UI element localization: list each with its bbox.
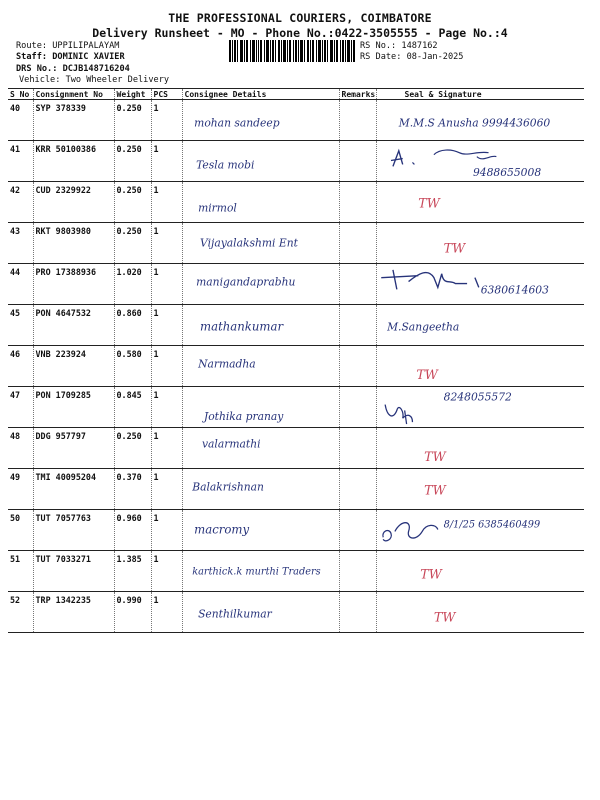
- sno-cell: 43: [8, 223, 33, 264]
- rs-number: RS No.: 1487162: [360, 41, 438, 51]
- pcs-cell: 1: [151, 182, 182, 223]
- signature-mark: [381, 270, 479, 290]
- table-row: [8, 346, 584, 387]
- remarks-cell: [339, 428, 376, 469]
- col-header-remarks: Remarks: [339, 89, 376, 100]
- consignee-handwriting: Narmadha: [197, 357, 256, 371]
- consignment-cell: TUT 7057763: [33, 510, 114, 551]
- weight-cell: 0.250: [114, 182, 151, 223]
- consignment-cell: TRP 1342235: [33, 592, 114, 633]
- remarks-cell: [339, 387, 376, 428]
- seal-cell: [376, 469, 584, 510]
- sno-cell: 52: [8, 592, 33, 633]
- sno-cell: 47: [8, 387, 33, 428]
- remarks-cell: [339, 346, 376, 387]
- consignee-handwriting: mirmol: [197, 201, 237, 215]
- consignment-cell: TMI 40095204: [33, 469, 114, 510]
- rs-date: RS Date: 08-Jan-2025: [360, 52, 464, 62]
- table-row: [8, 141, 584, 182]
- sno-cell: 44: [8, 264, 33, 305]
- seal-handwriting: 6380614603: [480, 283, 549, 297]
- drs-number: DRS No.: DCJB148716204: [16, 64, 130, 74]
- signature-mark: [382, 523, 437, 541]
- seal-cell: [376, 141, 584, 182]
- col-header-consignment: Consignment No: [33, 89, 114, 100]
- pcs-cell: 1: [151, 510, 182, 551]
- runsheet-subtitle: Delivery Runsheet - MO - Phone No.:0422-3505555 - Page No.:4: [92, 26, 508, 40]
- signature-mark: [390, 151, 402, 167]
- consignee-cell: [182, 346, 339, 387]
- remarks-cell: [339, 223, 376, 264]
- consignee-cell: [182, 182, 339, 223]
- seal-handwriting: M.M.S Anusha 9994436060: [398, 116, 550, 130]
- consignee-handwriting: manigandaprabhu: [195, 275, 295, 289]
- signature-mark: [385, 405, 412, 425]
- table-row: [8, 223, 584, 264]
- pcs-cell: 1: [151, 264, 182, 305]
- pcs-cell: 1: [151, 428, 182, 469]
- seal-handwriting: 9488655008: [472, 166, 541, 180]
- seal-handwriting: 8/1/25 6385460499: [443, 519, 540, 531]
- pcs-cell: 1: [151, 551, 182, 592]
- seal-handwriting: TW: [423, 449, 446, 465]
- company-title: THE PROFESSIONAL COURIERS, COIMBATORE: [168, 11, 432, 25]
- sno-cell: 48: [8, 428, 33, 469]
- consignment-cell: SYP 378339: [33, 100, 114, 141]
- sno-cell: 41: [8, 141, 33, 182]
- remarks-cell: [339, 592, 376, 633]
- sno-cell: 40: [8, 100, 33, 141]
- table-row: [8, 592, 584, 633]
- weight-cell: 0.250: [114, 100, 151, 141]
- weight-cell: 1.020: [114, 264, 151, 305]
- seal-cell: [376, 182, 584, 223]
- consignee-handwriting: macromy: [193, 522, 249, 537]
- table-row: [8, 264, 584, 305]
- seal-cell: [376, 510, 584, 551]
- pcs-cell: 1: [151, 469, 182, 510]
- consignment-cell: PON 1709285: [33, 387, 114, 428]
- consignee-handwriting: Vijayalakshmi Ent: [199, 236, 298, 250]
- pcs-cell: 1: [151, 592, 182, 633]
- seal-handwriting: TW: [417, 195, 440, 211]
- remarks-cell: [339, 551, 376, 592]
- table-row: [8, 469, 584, 510]
- consignee-cell: [182, 428, 339, 469]
- consignment-cell: RKT 9803980: [33, 223, 114, 264]
- pcs-cell: 1: [151, 141, 182, 182]
- seal-handwriting: TW: [419, 566, 442, 582]
- seal-cell: [376, 387, 584, 428]
- remarks-cell: [339, 264, 376, 305]
- weight-cell: 0.845: [114, 387, 151, 428]
- table-row: [8, 100, 584, 141]
- consignee-handwriting: Jothika pranay: [203, 410, 283, 424]
- signature-mark: [412, 150, 496, 164]
- table-row: [8, 510, 584, 551]
- consignee-handwriting: karthick.k murthi Traders: [191, 566, 321, 578]
- consignee-cell: [182, 100, 339, 141]
- remarks-cell: [339, 182, 376, 223]
- seal-cell: [376, 346, 584, 387]
- sno-cell: 49: [8, 469, 33, 510]
- consignment-cell: CUD 2329922: [33, 182, 114, 223]
- consignee-cell: [182, 469, 339, 510]
- consignee-handwriting: Balakrishnan: [191, 480, 264, 494]
- consignee-cell: [182, 305, 339, 346]
- seal-cell: [376, 223, 584, 264]
- col-header-sno: S No: [8, 89, 33, 100]
- remarks-cell: [339, 100, 376, 141]
- sno-cell: 51: [8, 551, 33, 592]
- consignee-handwriting: mathankumar: [199, 319, 283, 334]
- weight-cell: 0.990: [114, 592, 151, 633]
- consignee-cell: [182, 510, 339, 551]
- weight-cell: 0.250: [114, 223, 151, 264]
- seal-cell: [376, 264, 584, 305]
- seal-cell: [376, 305, 584, 346]
- consignee-handwriting: valarmathi: [201, 437, 261, 451]
- pcs-cell: 1: [151, 346, 182, 387]
- table-row: [8, 182, 584, 223]
- table-row: [8, 551, 584, 592]
- sno-cell: 45: [8, 305, 33, 346]
- weight-cell: 0.370: [114, 469, 151, 510]
- seal-handwriting: TW: [433, 609, 455, 625]
- table-row: [8, 428, 584, 469]
- seal-cell: [376, 592, 584, 633]
- pcs-cell: 1: [151, 387, 182, 428]
- consignee-handwriting: mohan sandeep: [193, 116, 280, 130]
- weight-cell: 1.385: [114, 551, 151, 592]
- consignment-cell: DDG 957797: [33, 428, 114, 469]
- weight-cell: 0.960: [114, 510, 151, 551]
- barcode-icon: [229, 40, 355, 62]
- route-label: Route: UPPILIPALAYAM: [16, 41, 120, 51]
- remarks-cell: [339, 305, 376, 346]
- consignment-cell: VNB 223924: [33, 346, 114, 387]
- consignee-handwriting: Tesla mobi: [195, 158, 254, 172]
- pcs-cell: 1: [151, 100, 182, 141]
- remarks-cell: [339, 141, 376, 182]
- sno-cell: 50: [8, 510, 33, 551]
- sno-cell: 42: [8, 182, 33, 223]
- seal-handwriting: 8248055572: [443, 390, 512, 404]
- consignee-cell: [182, 141, 339, 182]
- col-header-consignee: Consignee Details: [182, 89, 339, 100]
- consignment-cell: PRO 17388936: [33, 264, 114, 305]
- col-header-pcs: PCS: [151, 89, 182, 100]
- remarks-cell: [339, 469, 376, 510]
- table-row: [8, 305, 584, 346]
- consignment-cell: TUT 7033271: [33, 551, 114, 592]
- runsheet-table: [8, 88, 584, 633]
- pcs-cell: 1: [151, 223, 182, 264]
- seal-handwriting: TW: [443, 240, 465, 256]
- consignee-handwriting: Senthilkumar: [197, 607, 272, 621]
- weight-cell: 0.250: [114, 428, 151, 469]
- col-header-seal: Seal & Signature: [376, 89, 584, 100]
- seal-handwriting: M.Sangeetha: [386, 320, 459, 334]
- consignee-cell: [182, 551, 339, 592]
- weight-cell: 0.250: [114, 141, 151, 182]
- vehicle-label: Vehicle: Two Wheeler Delivery: [19, 75, 170, 85]
- seal-cell: [376, 551, 584, 592]
- weight-cell: 0.580: [114, 346, 151, 387]
- consignee-cell: [182, 264, 339, 305]
- consignee-cell: [182, 223, 339, 264]
- consignment-cell: PON 4647532: [33, 305, 114, 346]
- seal-handwriting: TW: [423, 482, 446, 498]
- consignee-cell: [182, 387, 339, 428]
- seal-handwriting: TW: [415, 367, 438, 383]
- seal-cell: [376, 100, 584, 141]
- consignment-cell: KRR 50100386: [33, 141, 114, 182]
- seal-cell: [376, 428, 584, 469]
- weight-cell: 0.860: [114, 305, 151, 346]
- col-header-weight: Weight: [114, 89, 151, 100]
- staff-label: Staff: DOMINIC XAVIER: [16, 52, 125, 62]
- sno-cell: 46: [8, 346, 33, 387]
- table-row: [8, 387, 584, 428]
- remarks-cell: [339, 510, 376, 551]
- pcs-cell: 1: [151, 305, 182, 346]
- table-header-row: [8, 89, 584, 100]
- consignee-cell: [182, 592, 339, 633]
